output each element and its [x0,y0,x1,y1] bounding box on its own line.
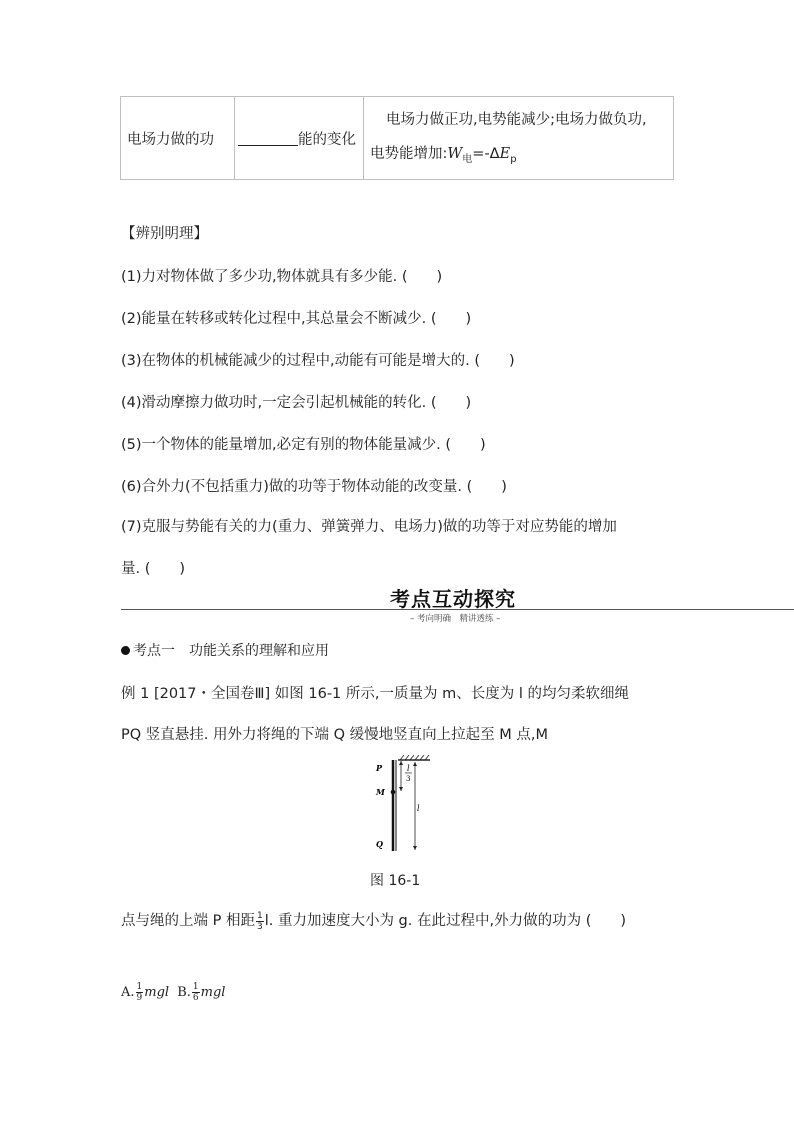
list-item: (4)滑动摩擦力做功时,一定会引起机械能的转化. ( ) [121,395,472,411]
fraction [256,911,264,932]
option-A-tail: mgl [144,985,170,1000]
formula-eq: =-Δ [472,146,500,162]
list-item: (3)在物体的机械能减少的过程中,动能有可能是增大的. ( ) [121,353,515,369]
option-B-label: B. [177,985,191,1000]
arrow-down [413,846,417,850]
label-l3-den: 3 [406,775,411,783]
formula-E: E [499,146,511,162]
bullet-icon [121,646,130,655]
section-subtitle: – 考向明确 精讲透练 – [410,614,501,624]
kaodian-label: 考点一 功能关系的理解和应用 [133,643,329,659]
kaodian-heading [121,640,329,660]
fraction [136,982,144,1003]
fraction-num: 1 [136,982,143,992]
fraction [192,982,200,1003]
example-line-1: 例 1 [2017・全国卷Ⅲ] 如图 16-1 所示,一质量为 m、长度为 l 的均匀柔软细绳 [121,686,629,702]
list-item: (7)克服与势能有关的力(重力、弹簧弹力、电场力)做的功等于对应势能的增加 [121,519,617,535]
table-cell-force [121,97,235,180]
option-A-label: A. [121,985,135,1000]
table-cell-relation [364,97,674,180]
label-l3-num: l [407,764,410,773]
table-cell-text: 电场力做的功 [127,131,214,148]
label-l: l [417,804,420,813]
fill-in-blank [238,129,298,146]
example-text: 点与绳的上端 P 相距 [121,913,255,929]
list-item: (1)力对物体做了多少功,物体就具有多少能. ( ) [121,269,443,285]
fraction-den: 3 [256,921,263,932]
fraction-num: 1 [256,910,263,921]
section-divider [121,609,794,610]
section-title: 考点互动探究 [390,587,516,611]
example-text: l. 重力加速度大小为 g. 在此过程中,外力做的功为 ( ) [264,913,627,929]
list-item: (5)一个物体的能量增加,必定有别的物体能量减少. ( ) [121,437,486,453]
label-P: P [376,763,383,773]
example-line-3 [121,909,626,932]
figure-caption: 图 16-1 [370,873,421,889]
point-M [391,790,396,795]
label-M: M [376,787,385,797]
formula-W-sub: 电 [462,154,473,165]
fraction-den: 9 [136,993,143,1003]
options-line [121,982,225,1003]
bianbie-heading: 【辨别明理】 [121,226,208,242]
fraction-den: 6 [192,993,199,1003]
arrow-up [399,761,403,765]
arrow-down [399,787,403,791]
list-item-continuation: 量. ( ) [121,561,186,577]
rope-figure [370,755,440,855]
table-cell-text: 电场力做正功,电势能减少;电场力做负功, [386,112,647,128]
arrow-up [413,762,417,766]
formula-W: W [447,146,463,162]
list-item: (6)合外力(不包括重力)做的功等于物体动能的改变量. ( ) [121,479,507,495]
formula-prefix: 电势能增加: [370,146,448,162]
option-B-tail: mgl [200,985,226,1000]
table-cell-text: 能的变化 [298,131,356,148]
table-cell-energy [235,97,364,180]
energy-table [120,96,674,180]
formula-E-sub: p [510,154,517,165]
label-Q: Q [376,839,383,849]
fraction-num: 1 [192,982,199,992]
list-item: (2)能量在转移或转化过程中,其总量会不断减少. ( ) [121,311,472,327]
table-cell-formula [370,137,673,173]
example-line-2: PQ 竖直悬挂. 用外力将绳的下端 Q 缓慢地竖直向上拉起至 M 点,M [121,727,548,743]
table-row [121,97,674,180]
